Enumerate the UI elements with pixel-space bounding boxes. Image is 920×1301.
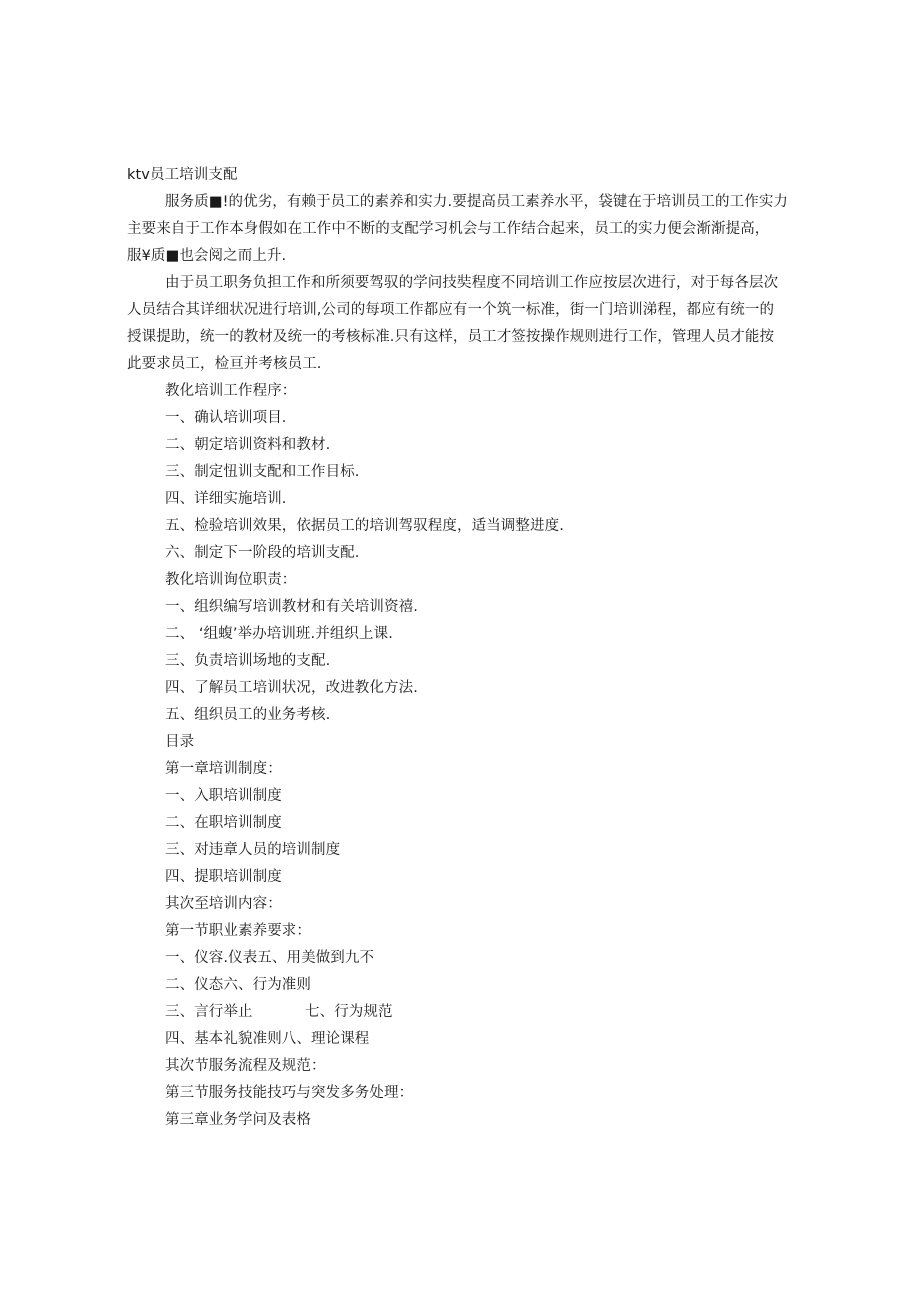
toc-chapter-1-item: 三、对违章人员的培训制度 — [165, 842, 341, 858]
toc-chapter-2: 其次至培训内容： — [165, 896, 282, 912]
toc-chapter-1-item: 四、提职培训制度 — [165, 869, 282, 885]
toc-chapter-1-item: 一、入职培训制度 — [165, 788, 282, 804]
toc-chapter-3: 第三章业务学问及表格 — [165, 1112, 311, 1128]
duties-item: 二、 ‘组蝮’举办培训班.并组织上课. — [165, 626, 393, 642]
duties-item: 一、组织编写培训教材和有关培训资禧. — [165, 599, 418, 615]
duties-item: 三、负责培训场地的支配. — [165, 653, 331, 669]
paragraph-2-line-2: 人员结合其详细状况进行培训,公司的每项工作都应有一个筑一标准，街一门培训涕程，都应有统一的 — [127, 302, 775, 318]
toc-chapter-1-item: 二、在职培训制度 — [165, 815, 282, 831]
procedure-item: 一、确认培训项目. — [165, 410, 287, 426]
paragraph-2-line-3: 授课提助，统一的教材及统一的考核标准.只有这样，员工才签按操作规则进行工作，管理人员才能按 — [127, 329, 775, 345]
toc-section-2: 其次节服务流程及规范： — [165, 1058, 326, 1074]
toc-section-1: 第一节职业素养要求： — [165, 923, 311, 939]
paragraph-1-line-1: 服务质■!的优劣，有赖于员工的素养和实力.要提高员工素养水平，袋键在于培训员工的工作实力 — [165, 194, 789, 210]
toc-chapter-1: 第一章培训制度： — [165, 761, 282, 777]
procedure-item: 五、检验培训效果，依据员工的培训驾驭程度，适当调整进度. — [165, 518, 564, 534]
procedure-item: 六、制定下一阶段的培训支配. — [165, 545, 360, 561]
toc-section-1-item: 二、仪态六、行为准则 — [165, 977, 311, 993]
procedure-heading: 教化培训工作程序： — [165, 383, 297, 399]
duties-item: 四、了解员工培训状况，改进教化方法. — [165, 680, 418, 696]
toc-section-3: 第三节服务技能技巧与突发多务处理： — [165, 1085, 414, 1101]
toc-section-1-item-3-left: 三、言行举止 — [165, 1004, 253, 1020]
paragraph-2-line-1: 由于员工职务负担工作和所须要驾驭的学问技奘程度不同培训工作应按层次进行，对于每各层次 — [165, 275, 779, 291]
procedure-item: 三、制定忸训支配和工作目标. — [165, 464, 360, 480]
duties-item: 五、组织员工的业务考核. — [165, 707, 331, 723]
toc-heading: 目录 — [165, 734, 195, 750]
paragraph-1-line-2: 主要来自于工作本身假如在工作中不断的支配学习机会与工作结合起来，员工的实力便会渐渐提高， — [127, 221, 770, 237]
paragraph-2-line-4: 此要求员工，检亘并考核员工. — [127, 356, 322, 372]
procedure-item: 四、详细实施培训. — [165, 491, 287, 507]
toc-section-1-item: 四、基本礼貌准则八、理论课程 — [165, 1031, 370, 1047]
paragraph-1-line-3: 服¥质■也会阅之而上升. — [127, 248, 287, 264]
procedure-item: 二、朝定培训资料和教材. — [165, 437, 331, 453]
toc-section-1-item-3-right: 七、行为规范 — [305, 1004, 393, 1020]
document-title: ktv员工培训支配 — [127, 167, 238, 183]
duties-heading: 教化培训询位职责： — [165, 572, 297, 588]
toc-section-1-item: 一、仪容.仪表五、用美做到九不 — [165, 950, 375, 966]
